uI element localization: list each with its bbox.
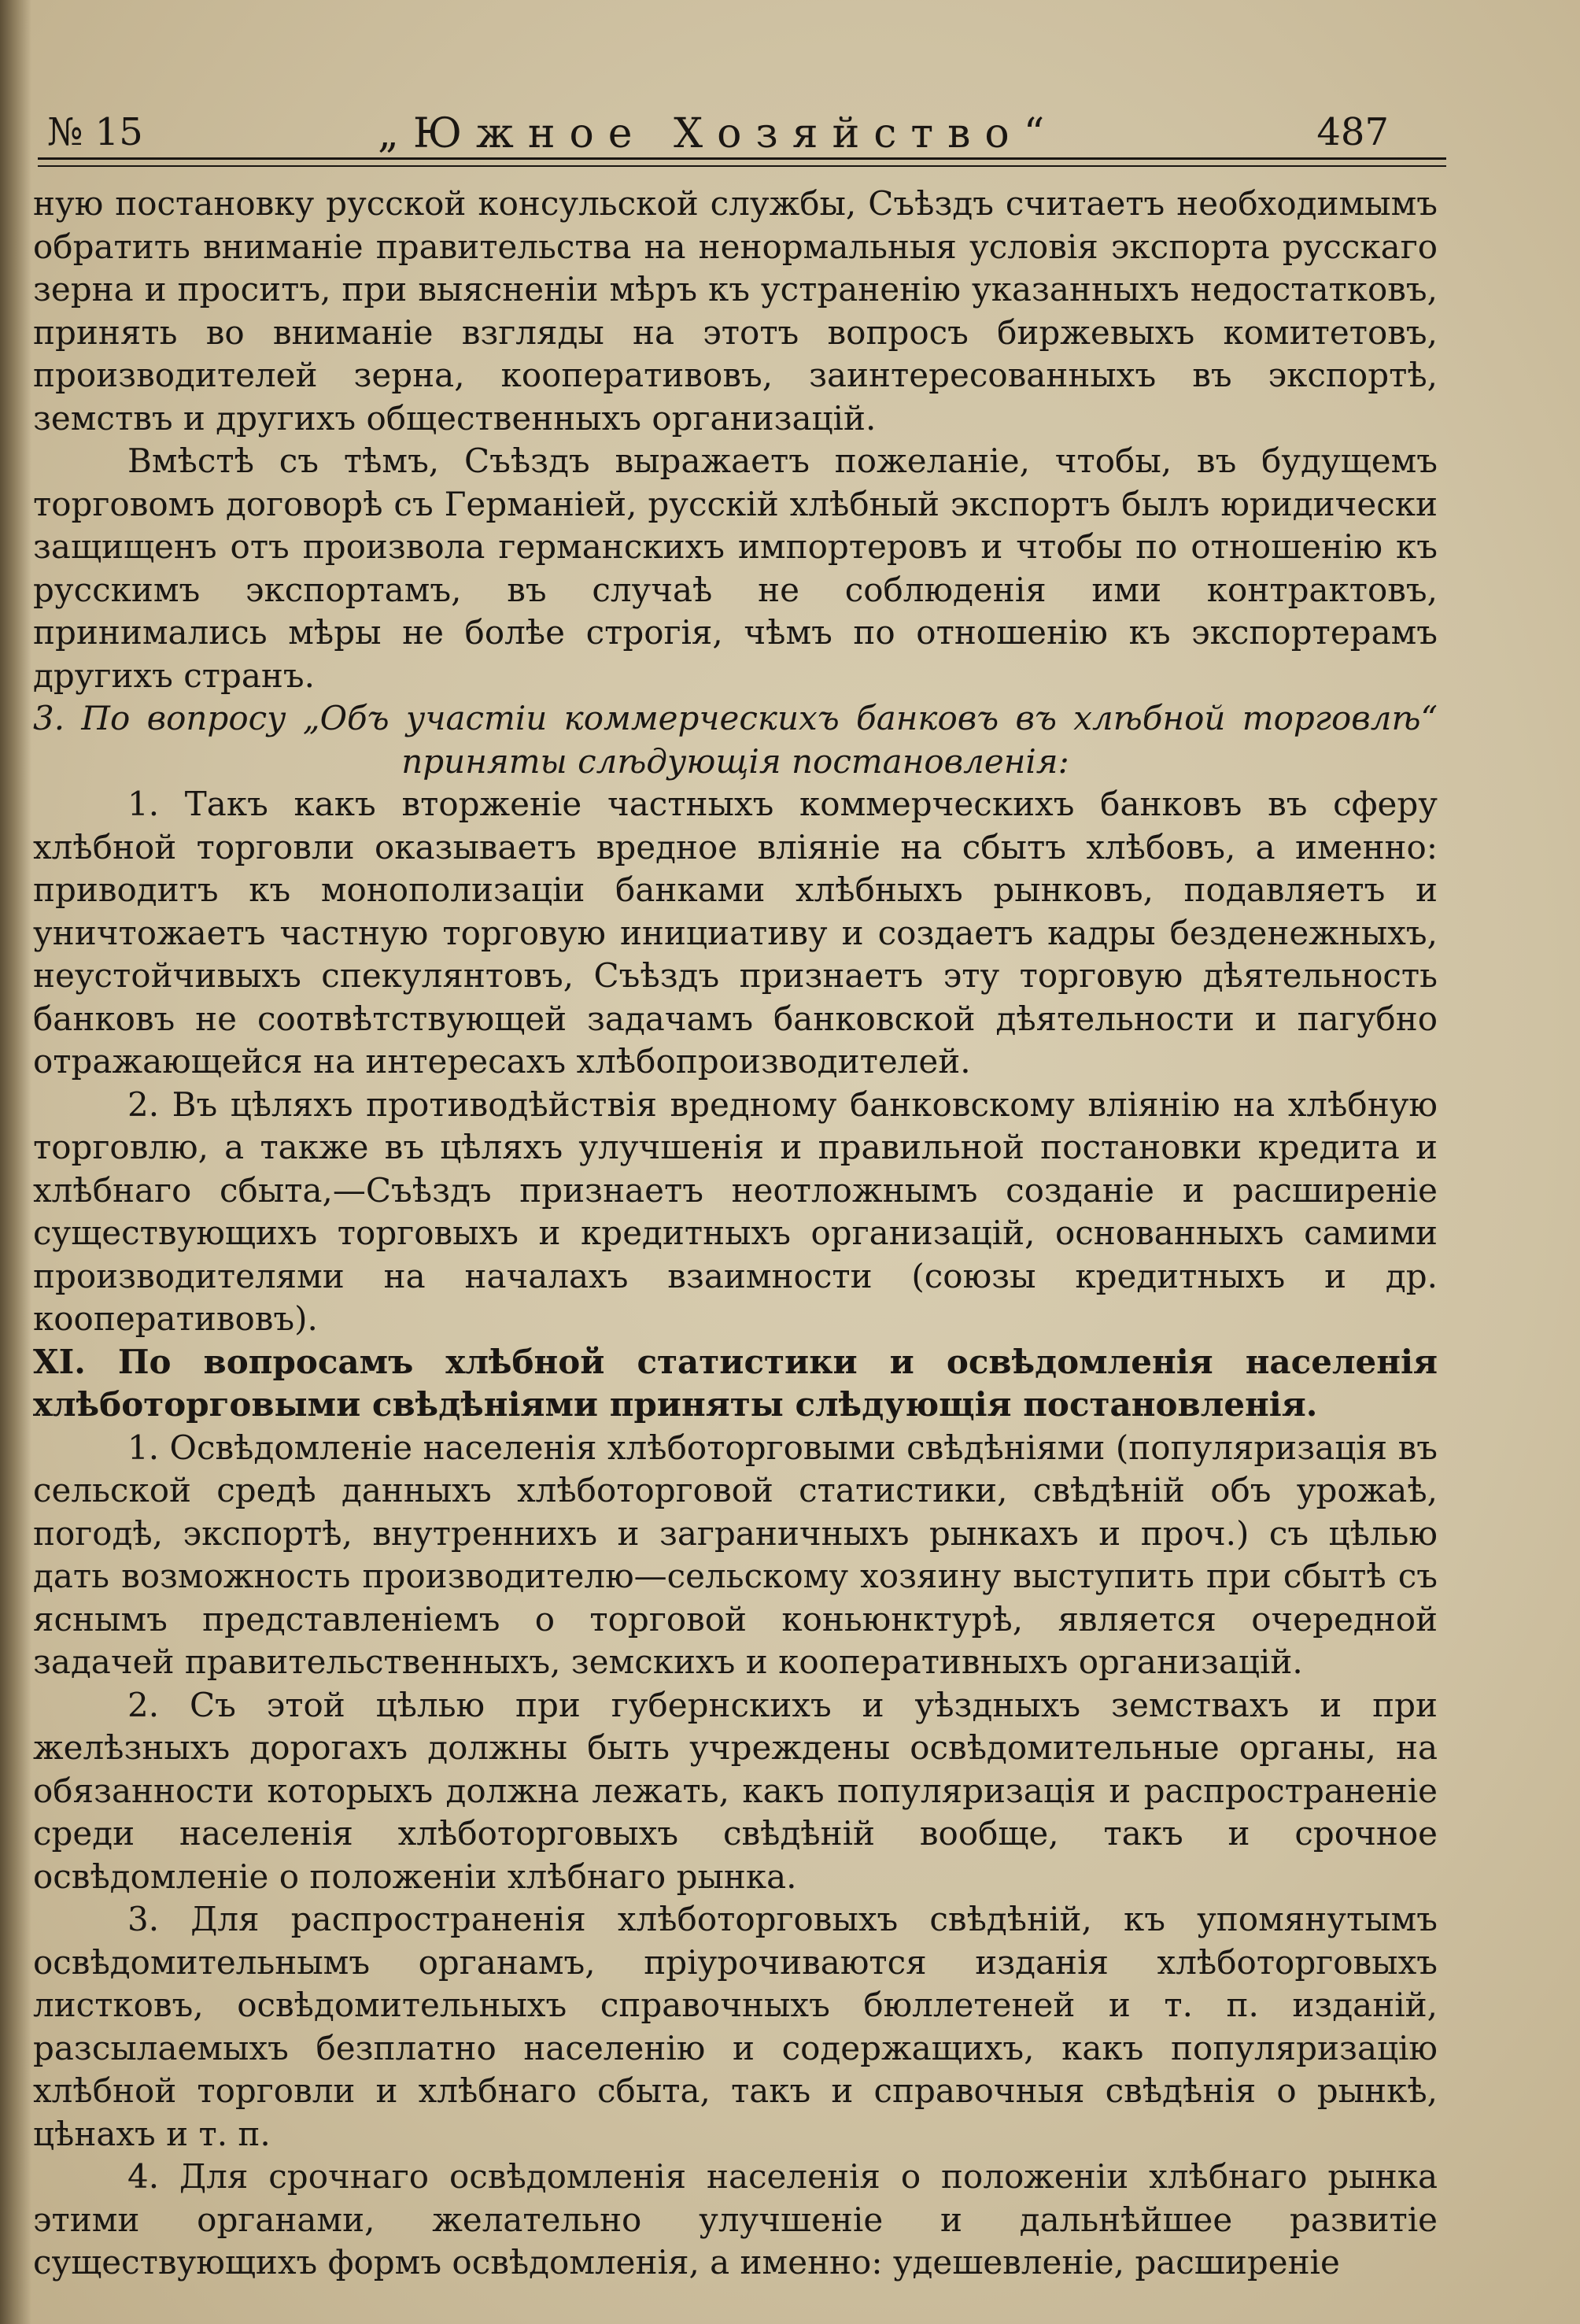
paragraph: 1. Такъ какъ вторженіе частныхъ коммерческихъ банковъ въ сферу хлѣбной торговли оказываетъ вредное вліяніе на сбытъ хлѣбовъ, а именно: приводитъ къ монополизаціи банками хлѣбныхъ рынковъ, подавляетъ и уничтожаетъ частную торговую инициативу и создаетъ кадры безденежныхъ, неустойчивыхъ спекулянтовъ, Съѣздъ признаетъ эту торговую дѣятельность банковъ не соотвѣтствующей задачамъ банковской дѣятельности и пагубно отражающейся на интересахъ хлѣбопроизводителей. <box>33 785 1438 1081</box>
journal-title: „Южное Хозяйство“ <box>378 110 1059 157</box>
paragraph: ную постановку русской консульской службы, Съѣздъ считаетъ необходимымъ обратить вниманіе правительства на ненормальныя условія экспорта русскаго зерна и проситъ, при выясненіи мѣръ къ устраненію указанныхъ недостатковъ, принять во вниманіе взгляды на этотъ вопросъ биржевыхъ комитетовъ, производителей зерна, кооперативовъ, заинтересованныхъ въ экспортѣ, земствъ и другихъ общественныхъ организацій. <box>33 184 1438 438</box>
paragraph: 3. Для распространенія хлѣботорговыхъ свѣдѣній, къ упомянутымъ освѣдомительнымъ органамъ, пріурочиваются изданія хлѣботорговыхъ листковъ, освѣдомительныхъ справочныхъ бюллетеней и т. п. изданій, разсылаемыхъ безплатно населенію и содержащихъ, какъ популяризацію хлѣбной торговли и хлѣбнаго сбыта, такъ и справочныя свѣдѣнія о рынкѣ, цѣнахъ и т. п. <box>33 1900 1438 2153</box>
header-rule-thin <box>38 165 1446 167</box>
paragraph: Вмѣстѣ съ тѣмъ, Съѣздъ выражаетъ пожеланіе, чтобы, въ будущемъ торговомъ договорѣ съ Германіей, русскій хлѣбный экспортъ былъ юридически защищенъ отъ произвола германскихъ импортеровъ и чтобы по отношенію къ русскимъ экспортамъ, въ случаѣ не соблюденія ими контрактовъ, принимались мѣры не болѣе строгія, чѣмъ по отношенію къ экспортерамъ другихъ странъ. <box>33 442 1438 695</box>
header-rule <box>38 157 1446 160</box>
article-body <box>33 183 1438 2285</box>
page-number: 487 <box>1316 110 1389 154</box>
paragraph: 2. Въ цѣляхъ противодѣйствія вредному банковскому вліянію на хлѣбную торговлю, а также въ цѣляхъ улучшенія и правильной постановки кредита и хлѣбнаго сбыта,—Съѣздъ признаетъ неотложнымъ созданіе и расширеніе существующихъ торговыхъ и кредитныхъ организацій, основанныхъ самими производителями на началахъ взаимности (союзы кредитныхъ и др. кооперативовъ). <box>33 1084 1438 1338</box>
binding-shadow <box>0 0 31 2324</box>
section-heading-bold: XI. По вопросамъ хлѣбной статистики и освѣдомленія населенія хлѣботорговыми свѣдѣніями приняты слѣдующія постановленія. <box>33 1342 1438 1424</box>
section-heading-italic: 3. По вопросу „Объ участіи коммерческихъ банковъ въ хлѣбной торговлѣ“ приняты слѣдующія постановленія: <box>33 699 1438 781</box>
paragraph: 2. Съ этой цѣлью при губернскихъ и уѣздныхъ земствахъ и при желѣзныхъ дорогахъ должны быть учреждены освѣдомительные органы, на обязанности которыхъ должна лежать, какъ популяризація и распространеніе среди населенія хлѣботорговыхъ свѣдѣній вообще, такъ и срочное освѣдомленіе о положеніи хлѣбнаго рынка. <box>33 1685 1438 1896</box>
issue-number: № 15 <box>47 110 143 154</box>
paragraph: 1. Освѣдомленіе населенія хлѣботорговыми свѣдѣніями (популяризація въ сельской средѣ данныхъ хлѣботорговой статистики, свѣдѣній объ урожаѣ, погодѣ, экспортѣ, внутреннихъ и заграничныхъ рынкахъ и проч.) съ цѣлью дать возможность производителю—сельскому хозяину выступить при сбытѣ съ яснымъ представленіемъ о торговой коньюнктурѣ, является очередной задачей правительственныхъ, земскихъ и кооперативныхъ организацій. <box>33 1428 1438 1681</box>
paragraph: 4. Для срочнаго освѣдомленія населенія о положеніи хлѣбнаго рынка этими органами, желательно улучшеніе и дальнѣйшее развитіе существующихъ формъ освѣдомленія, а именно: удешевленіе, расширеніе <box>33 2157 1438 2282</box>
